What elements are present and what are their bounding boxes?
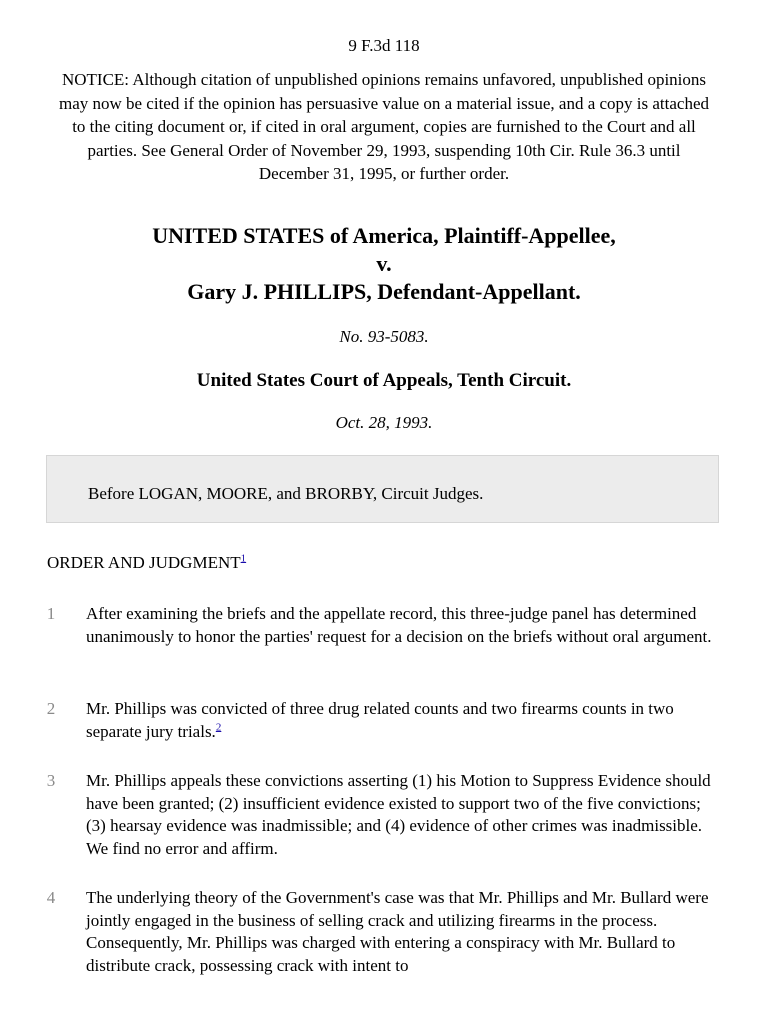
order-heading (47, 553, 246, 573)
order-heading-text: ORDER AND JUDGMENT (47, 553, 241, 572)
footnote-link-1[interactable]: 1 (240, 552, 247, 565)
court-name: United States Court of Appeals, Tenth Circuit. (196, 370, 572, 391)
paragraph-number: 3 (46, 771, 56, 790)
footnote-link-2[interactable]: 2 (215, 720, 222, 733)
caption-plaintiff: UNITED STATES of America, Plaintiff-Appellee, (152, 223, 616, 248)
paragraph-number: 4 (46, 888, 56, 907)
paragraph-text: After examining the briefs and the appellate record, this three-judge panel has determined unanimously to honor the parties' request for a decision on the briefs without oral argument. (86, 604, 712, 646)
caption-versus: v. (376, 251, 392, 276)
paragraph-number: 2 (46, 699, 56, 718)
paragraph-number: 1 (46, 604, 56, 623)
paragraph-text: Mr. Phillips appeals these convictions asserting (1) his Motion to Suppress Evidence should have been granted; (2) insufficient evidence existed to support two of the five convictions; (3) hearsay evidence was inadmissible; and (4) evidence of other crimes was inadmissible. We find no error and affirm. (86, 771, 711, 858)
paragraph-text (86, 698, 724, 743)
paragraph-text: The underlying theory of the Government's case was that Mr. Phillips and Mr. Bullard were jointly engaged in the business of selling crack and utilizing firearms in the process. Consequently, Mr. Phillips was charged with entering a conspiracy with Mr. Bullard to distribute crack, possessing crack with intent to (86, 888, 709, 975)
decision-date: Oct. 28, 1993. (335, 413, 433, 432)
case-caption (0, 222, 768, 306)
judges-panel-text: Before LOGAN, MOORE, and BRORBY, Circuit Judges. (88, 484, 484, 503)
paragraph-body: Mr. Phillips was convicted of three drug related counts and two firearms counts in two separate jury trials. (86, 699, 674, 741)
unpublished-opinion-notice: NOTICE: Although citation of unpublished opinions remains unfavored, unpublished opinions may now be cited if the opinion has persuasive value on a material issue, and a copy is attached to the citing document or, if cited in oral argument, copies are furnished to the Court and all parties. See General Order of November 29, 1993, suspending 10th Cir. Rule 36.3 until December 31, 1995, or further order. (58, 70, 710, 183)
docket-number: No. 93-5083. (339, 327, 429, 346)
judges-panel-box (46, 455, 719, 523)
case-citation: 9 F.3d 118 (348, 36, 420, 55)
caption-defendant: Gary J. PHILLIPS, Defendant-Appellant. (187, 279, 581, 304)
